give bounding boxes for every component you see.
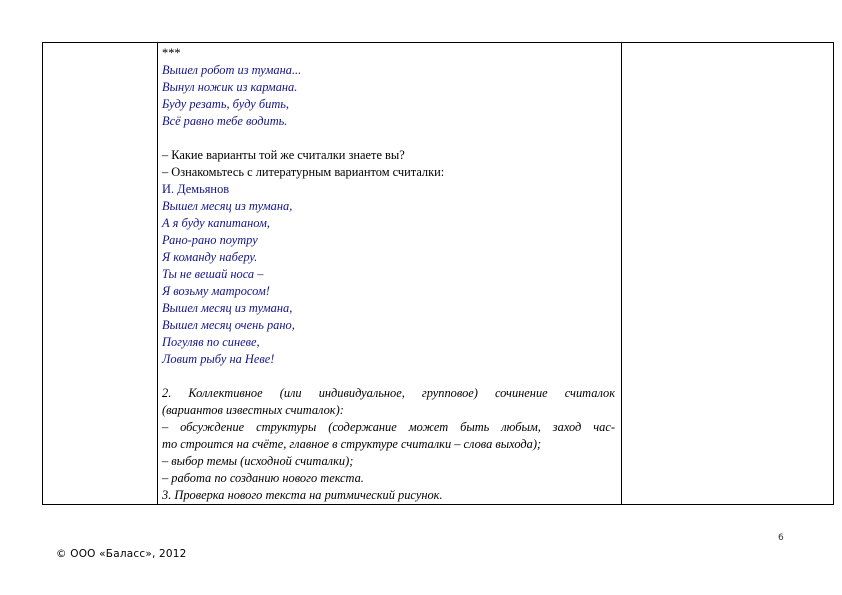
poem-line: Рано-рано поутру [162,233,258,247]
poem-line: Ловит рыбу на Неве! [162,352,275,366]
lesson-content-cell [158,43,622,505]
poem-line: Вынул ножик из кармана. [162,80,298,94]
poem-line: А я буду капитаном, [162,216,270,230]
stars-divider: *** [162,46,181,60]
poem-line: Ты не вешай носа – [162,267,264,281]
poem-line: Погуляв по синеве, [162,335,260,349]
poem-line: Вышел месяц очень рано, [162,318,295,332]
task-line: (вариантов известных считалок): [162,403,344,417]
poem-line: Буду резать, буду бить, [162,97,290,111]
task-line: 3. Проверка нового текста на ритмический рисунок. [162,488,443,502]
spacer [162,368,615,385]
poem-line: Всё равно тебе водить. [162,114,288,128]
poem-author: И. Демьянов [162,182,230,196]
task-line: 2. Коллективное (или индивидуальное, групповое) сочинение считалок [162,386,615,400]
poem-line: Я возьму матросом! [162,284,270,298]
left-empty-cell [43,43,158,505]
task-line: – работа по созданию нового текста. [162,471,364,485]
spacer [162,130,615,147]
task-line: – выбор темы (исходной считалки); [162,454,354,468]
right-empty-cell [622,43,834,505]
copyright-footer: © ООО «Баласс», 2012 [56,548,187,560]
poem-line: Вышел месяц из тумана, [162,301,293,315]
poem-line: Я команду наберу. [162,250,258,264]
question-line: – Ознакомьтесь с литературным вариантом считалки: [162,165,445,179]
poem-line: Вышел робот из тумана... [162,63,302,77]
page-number: 6 [778,533,784,543]
task-line: – обсуждение структуры (содержание может быть любым, заход час- [162,420,615,434]
question-line: – Какие варианты той же считалки знаете вы? [162,148,405,162]
poem-line: Вышел месяц из тумана, [162,199,293,213]
lesson-table [42,42,834,505]
task-line: то строится на счёте, главное в структуре считалки – слова выхода); [162,437,542,451]
